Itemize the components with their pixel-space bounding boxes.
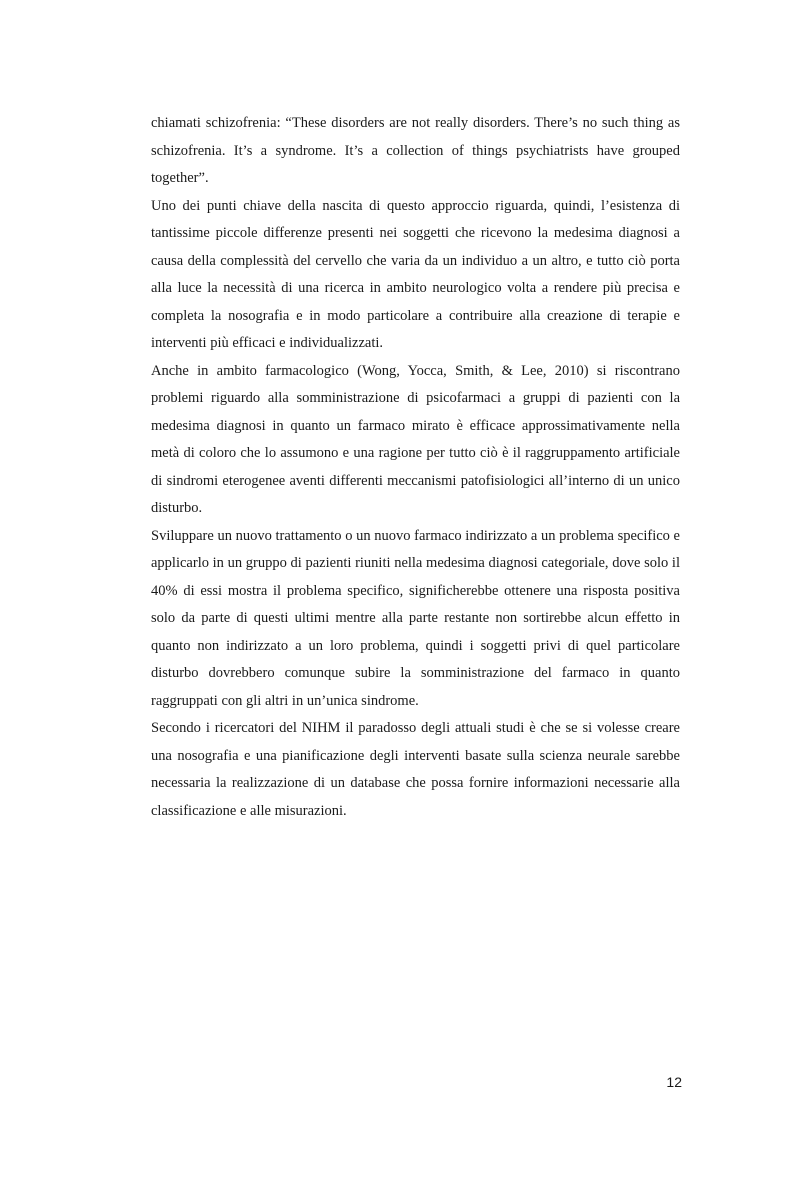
paragraph-2: Uno dei punti chiave della nascita di questo approccio riguarda, quindi, l’esistenza di tantissime piccole differenze presenti nei soggetti che ricevono la medesima diagnosi a causa della complessità del cervello che varia da un individuo a un altro, e tutto ciò porta alla luce la necessità di una ricerca in ambito neurologico volta a rendere più precisa e completa la nosografia e in modo particolare a contribuire alla creazione di terapie e interventi più efficaci e individualizzati. (151, 197, 680, 351)
page-number: 12 (666, 1074, 682, 1090)
paragraph-4: Sviluppare un nuovo trattamento o un nuovo farmaco indirizzato a un problema specifico e applicarlo in un gruppo di pazienti riuniti nella medesima diagnosi categoriale, dove solo il 40% di essi mostra il problema specifico, significherebbe ottenere una risposta positiva solo da parte di questi ultimi mentre alla parte restante non sortirebbe alcun effetto in quanto non indirizzato a un loro problema, quindi i soggetti privi di quel particolare disturbo dovrebbero comunque subire la somministrazione del farmaco in quanto raggruppati con gli altri in un’unica sindrome. (151, 527, 680, 709)
paragraph-5: Secondo i ricercatori del NIHM il paradosso degli attuali studi è che se si volesse creare una nosografia e una pianificazione degli interventi basate sulla scienza neurale sarebbe necessaria la realizzazione di un database che possa fornire informazioni necessarie alla classificazione e alle misurazioni. (151, 720, 680, 819)
paragraph-1: chiamati schizofrenia: “These disorders are not really disorders. There’s no such thing as schizofrenia. It’s a syndrome. It’s a collection of things psychiatrists have grouped together”. (151, 115, 680, 186)
paragraph-3: Anche in ambito farmacologico (Wong, Yocca, Smith, & Lee, 2010) si riscontrano problemi riguardo alla somministrazione di psicofarmaci a gruppi di pazienti con la medesima diagnosi in quanto un farmaco mirato è efficace approssimativamente nella metà di coloro che lo assumono e una ragione per tutto ciò è il raggruppamento artificiale di sindromi eterogenee aventi differenti meccanismi patofisiologici all’interno di un unico disturbo. (151, 362, 680, 516)
body-text (151, 110, 680, 825)
